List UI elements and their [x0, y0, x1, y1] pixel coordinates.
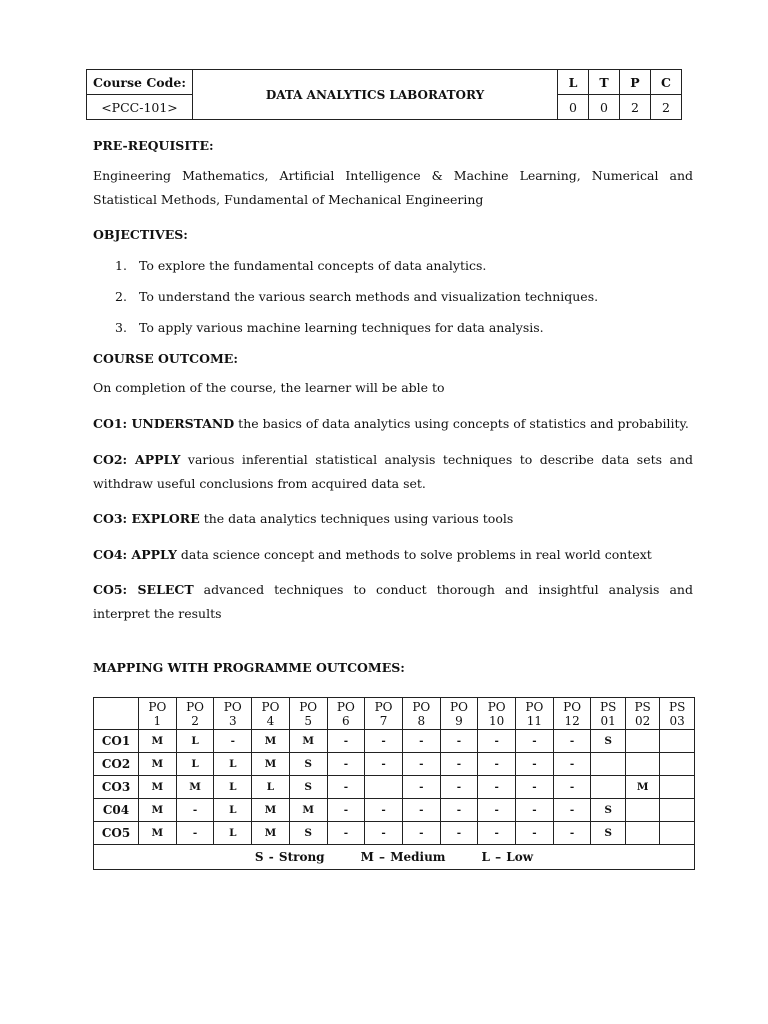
mapping-row-label: CO5: [94, 822, 139, 845]
mapping-cell: L: [176, 730, 214, 753]
mapping-legend-row: [94, 845, 695, 870]
prerequisite-heading: PRE-REQUISITE:: [93, 138, 214, 153]
column-number: 02: [635, 713, 651, 728]
mapping-cell: -: [478, 753, 516, 776]
mapping-column-header: [402, 698, 440, 730]
mapping-cell: -: [327, 730, 365, 753]
mapping-cell: [660, 799, 695, 822]
mapping-row: [94, 753, 695, 776]
column-number: 7: [379, 713, 388, 728]
outcome-lead: CO2: APPLY: [93, 452, 181, 467]
mapping-row-label: CO2: [94, 753, 139, 776]
column-number: 03: [669, 713, 685, 728]
column-prefix: PO: [563, 699, 582, 714]
mapping-cell: S: [289, 822, 327, 845]
objective-item: [93, 256, 693, 287]
mapping-column-header: [660, 698, 695, 730]
mapping-cell: L: [214, 799, 252, 822]
mapping-cell: -: [516, 822, 554, 845]
column-prefix: PO: [336, 699, 355, 714]
column-prefix: PO: [525, 699, 544, 714]
mapping-cell: M: [289, 730, 327, 753]
column-prefix: PO: [487, 699, 506, 714]
mapping-cell: M: [139, 776, 177, 799]
mapping-cell: -: [440, 799, 478, 822]
mapping-cell: S: [591, 822, 625, 845]
column-prefix: PO: [450, 699, 468, 714]
column-number: 6: [342, 713, 350, 728]
mapping-cell: [365, 776, 403, 799]
mapping-cell: -: [553, 822, 591, 845]
mapping-cell: -: [365, 799, 403, 822]
mapping-cell: -: [440, 753, 478, 776]
mapping-cell: -: [478, 730, 516, 753]
mapping-column-header: [625, 698, 659, 730]
ltpc-label-p: P: [620, 70, 651, 95]
mapping-cell: -: [402, 822, 440, 845]
outcome-text: various inferential statistical analysis techniques to describe data sets and withdraw useful conclusions from acquired data set.: [93, 452, 694, 491]
mapping-cell: M: [139, 730, 177, 753]
objective-number: 1.: [115, 258, 127, 273]
mapping-column-header: [516, 698, 554, 730]
column-number: 11: [526, 713, 543, 728]
mapping-cell: -: [214, 730, 252, 753]
mapping-cell: -: [440, 776, 478, 799]
mapping-column-header: [478, 698, 516, 730]
mapping-cell: S: [289, 776, 327, 799]
column-number: 4: [266, 713, 275, 728]
mapping-cell: M: [252, 822, 290, 845]
outcome-co5: [93, 578, 693, 626]
mapping-row: [94, 730, 695, 753]
mapping-cell: L: [252, 776, 290, 799]
column-number: 10: [489, 713, 505, 728]
mapping-row: [94, 776, 695, 799]
column-prefix: PO: [148, 699, 167, 714]
outcome-co3: [93, 507, 693, 531]
mapping-column-header: [327, 698, 365, 730]
column-number: 12: [564, 713, 580, 728]
mapping-cell: -: [516, 753, 554, 776]
mapping-cell: L: [176, 753, 214, 776]
outcome-lead: CO5: SELECT: [93, 582, 194, 597]
legend-item: L – Low: [481, 850, 534, 864]
mapping-cell: [660, 730, 695, 753]
mapping-cell: [660, 776, 695, 799]
column-number: 1: [153, 713, 162, 728]
mapping-cell: S: [591, 730, 625, 753]
outcome-lead: CO1: UNDERSTAND: [93, 416, 235, 431]
mapping-cell: -: [516, 730, 554, 753]
mapping-row: [94, 799, 695, 822]
prerequisite-text: Engineering Mathematics, Artificial Intelligence & Machine Learning, Numerical and Statistical Methods, Fundamental of Mechanical Engineering: [93, 168, 693, 207]
course-code-value: <PCC-101>: [87, 95, 193, 120]
column-number: 3: [228, 713, 237, 728]
mapping-cell: L: [214, 822, 252, 845]
course-title: DATA ANALYTICS LABORATORY: [193, 70, 558, 120]
mapping-cell: -: [553, 799, 591, 822]
mapping-cell: -: [478, 799, 516, 822]
column-prefix: PS: [600, 699, 617, 714]
mapping-cell: -: [478, 822, 516, 845]
mapping-cell: [625, 753, 659, 776]
mapping-column-header: [591, 698, 625, 730]
mapping-column-header: [139, 698, 177, 730]
mapping-column-header: [365, 698, 403, 730]
mapping-column-header: [289, 698, 327, 730]
mapping-table: [93, 697, 695, 870]
outcome-co4: [93, 543, 693, 567]
mapping-cell: M: [139, 799, 177, 822]
ltpc-label-t: T: [589, 70, 620, 95]
mapping-cell: M: [625, 776, 659, 799]
mapping-cell: [660, 822, 695, 845]
objective-number: 3.: [115, 320, 127, 335]
outcome-co1: [93, 412, 693, 436]
objective-text: To explore the fundamental concepts of data analytics.: [139, 258, 487, 273]
outcome-text: the data analytics techniques using various tools: [199, 511, 514, 526]
course-code-label: Course Code:: [87, 70, 193, 95]
column-prefix: PO: [412, 699, 431, 714]
objective-text: To apply various machine learning techniques for data analysis.: [139, 320, 544, 335]
mapping-cell: -: [553, 753, 591, 776]
mapping-cell: -: [516, 799, 554, 822]
objectives-list: [93, 256, 693, 349]
mapping-row: [94, 822, 695, 845]
ltpc-label-l: L: [558, 70, 589, 95]
column-number: 2: [191, 713, 199, 728]
mapping-cell: -: [516, 776, 554, 799]
mapping-cell: M: [289, 799, 327, 822]
mapping-cell: -: [553, 776, 591, 799]
column-number: 9: [455, 713, 463, 728]
mapping-cell: [591, 776, 625, 799]
outcome-text: advanced techniques to conduct thorough and insightful analysis and interpret the results: [93, 582, 693, 621]
ltpc-value-p: 2: [620, 95, 651, 120]
column-prefix: PS: [669, 699, 686, 714]
mapping-cell: M: [252, 799, 290, 822]
mapping-cell: -: [402, 799, 440, 822]
column-prefix: PO: [261, 699, 280, 714]
objective-item: [93, 287, 693, 318]
mapping-cell: M: [176, 776, 214, 799]
mapping-cell: -: [440, 730, 478, 753]
objectives-heading: OBJECTIVES:: [93, 227, 188, 242]
mapping-cell: -: [327, 799, 365, 822]
mapping-cell: -: [402, 730, 440, 753]
mapping-cell: L: [214, 753, 252, 776]
mapping-cell: [625, 730, 659, 753]
mapping-cell: -: [176, 822, 214, 845]
mapping-cell: -: [365, 753, 403, 776]
column-number: 8: [417, 713, 426, 728]
mapping-cell: -: [176, 799, 214, 822]
ltpc-value-c: 2: [651, 95, 682, 120]
column-number: 5: [304, 713, 312, 728]
mapping-cell: -: [553, 730, 591, 753]
mapping-column-header: [214, 698, 252, 730]
mapping-cell: -: [327, 776, 365, 799]
mapping-column-header: [440, 698, 478, 730]
mapping-row-label: CO1: [94, 730, 139, 753]
column-prefix: PO: [223, 699, 242, 714]
ltpc-label-c: C: [651, 70, 682, 95]
mapping-cell: -: [327, 822, 365, 845]
legend-item: S - Strong: [254, 850, 325, 864]
outcome-lead: CO4: APPLY: [93, 547, 177, 562]
mapping-cell: -: [327, 753, 365, 776]
mapping-legend: [94, 845, 695, 870]
mapping-header-row: [94, 698, 695, 730]
objective-item: [93, 318, 693, 349]
objective-number: 2.: [115, 289, 127, 304]
outcome-text: the basics of data analytics using concepts of statistics and probability.: [234, 416, 689, 431]
mapping-cell: M: [252, 730, 290, 753]
mapping-cell: M: [139, 822, 177, 845]
column-number: 01: [600, 713, 616, 728]
ltpc-value-t: 0: [589, 95, 620, 120]
mapping-cell: M: [139, 753, 177, 776]
mapping-cell: -: [440, 822, 478, 845]
mapping-row-label: C04: [94, 799, 139, 822]
column-prefix: PO: [374, 699, 393, 714]
column-prefix: PS: [634, 699, 651, 714]
outcome-co2: [93, 448, 693, 496]
legend-item: M – Medium: [360, 850, 446, 864]
course-outcome-intro: On completion of the course, the learner will be able to: [93, 380, 445, 395]
mapping-cell: S: [289, 753, 327, 776]
mapping-cell: L: [214, 776, 252, 799]
mapping-cell: -: [402, 753, 440, 776]
mapping-cell: -: [365, 730, 403, 753]
outcome-text: data science concept and methods to solve problems in real world context: [176, 547, 652, 562]
mapping-cell: M: [252, 753, 290, 776]
mapping-cell: [625, 799, 659, 822]
mapping-cell: S: [591, 799, 625, 822]
mapping-column-header: [252, 698, 290, 730]
mapping-cell: -: [402, 776, 440, 799]
ltpc-value-l: 0: [558, 95, 589, 120]
course-header-table: [86, 69, 682, 120]
mapping-cell: -: [365, 822, 403, 845]
mapping-cell: [625, 822, 659, 845]
mapping-cell: [660, 753, 695, 776]
mapping-column-header: [553, 698, 591, 730]
mapping-cell: [591, 753, 625, 776]
course-outcome-heading: COURSE OUTCOME:: [93, 351, 238, 366]
outcome-lead: CO3: EXPLORE: [93, 511, 200, 526]
objective-text: To understand the various search methods and visualization techniques.: [139, 289, 599, 304]
column-prefix: PO: [186, 699, 205, 714]
column-prefix: PO: [299, 699, 318, 714]
mapping-cell: -: [478, 776, 516, 799]
mapping-corner-cell: [94, 698, 139, 730]
mapping-column-header: [176, 698, 214, 730]
mapping-row-label: CO3: [94, 776, 139, 799]
mapping-heading: MAPPING WITH PROGRAMME OUTCOMES:: [93, 660, 405, 675]
